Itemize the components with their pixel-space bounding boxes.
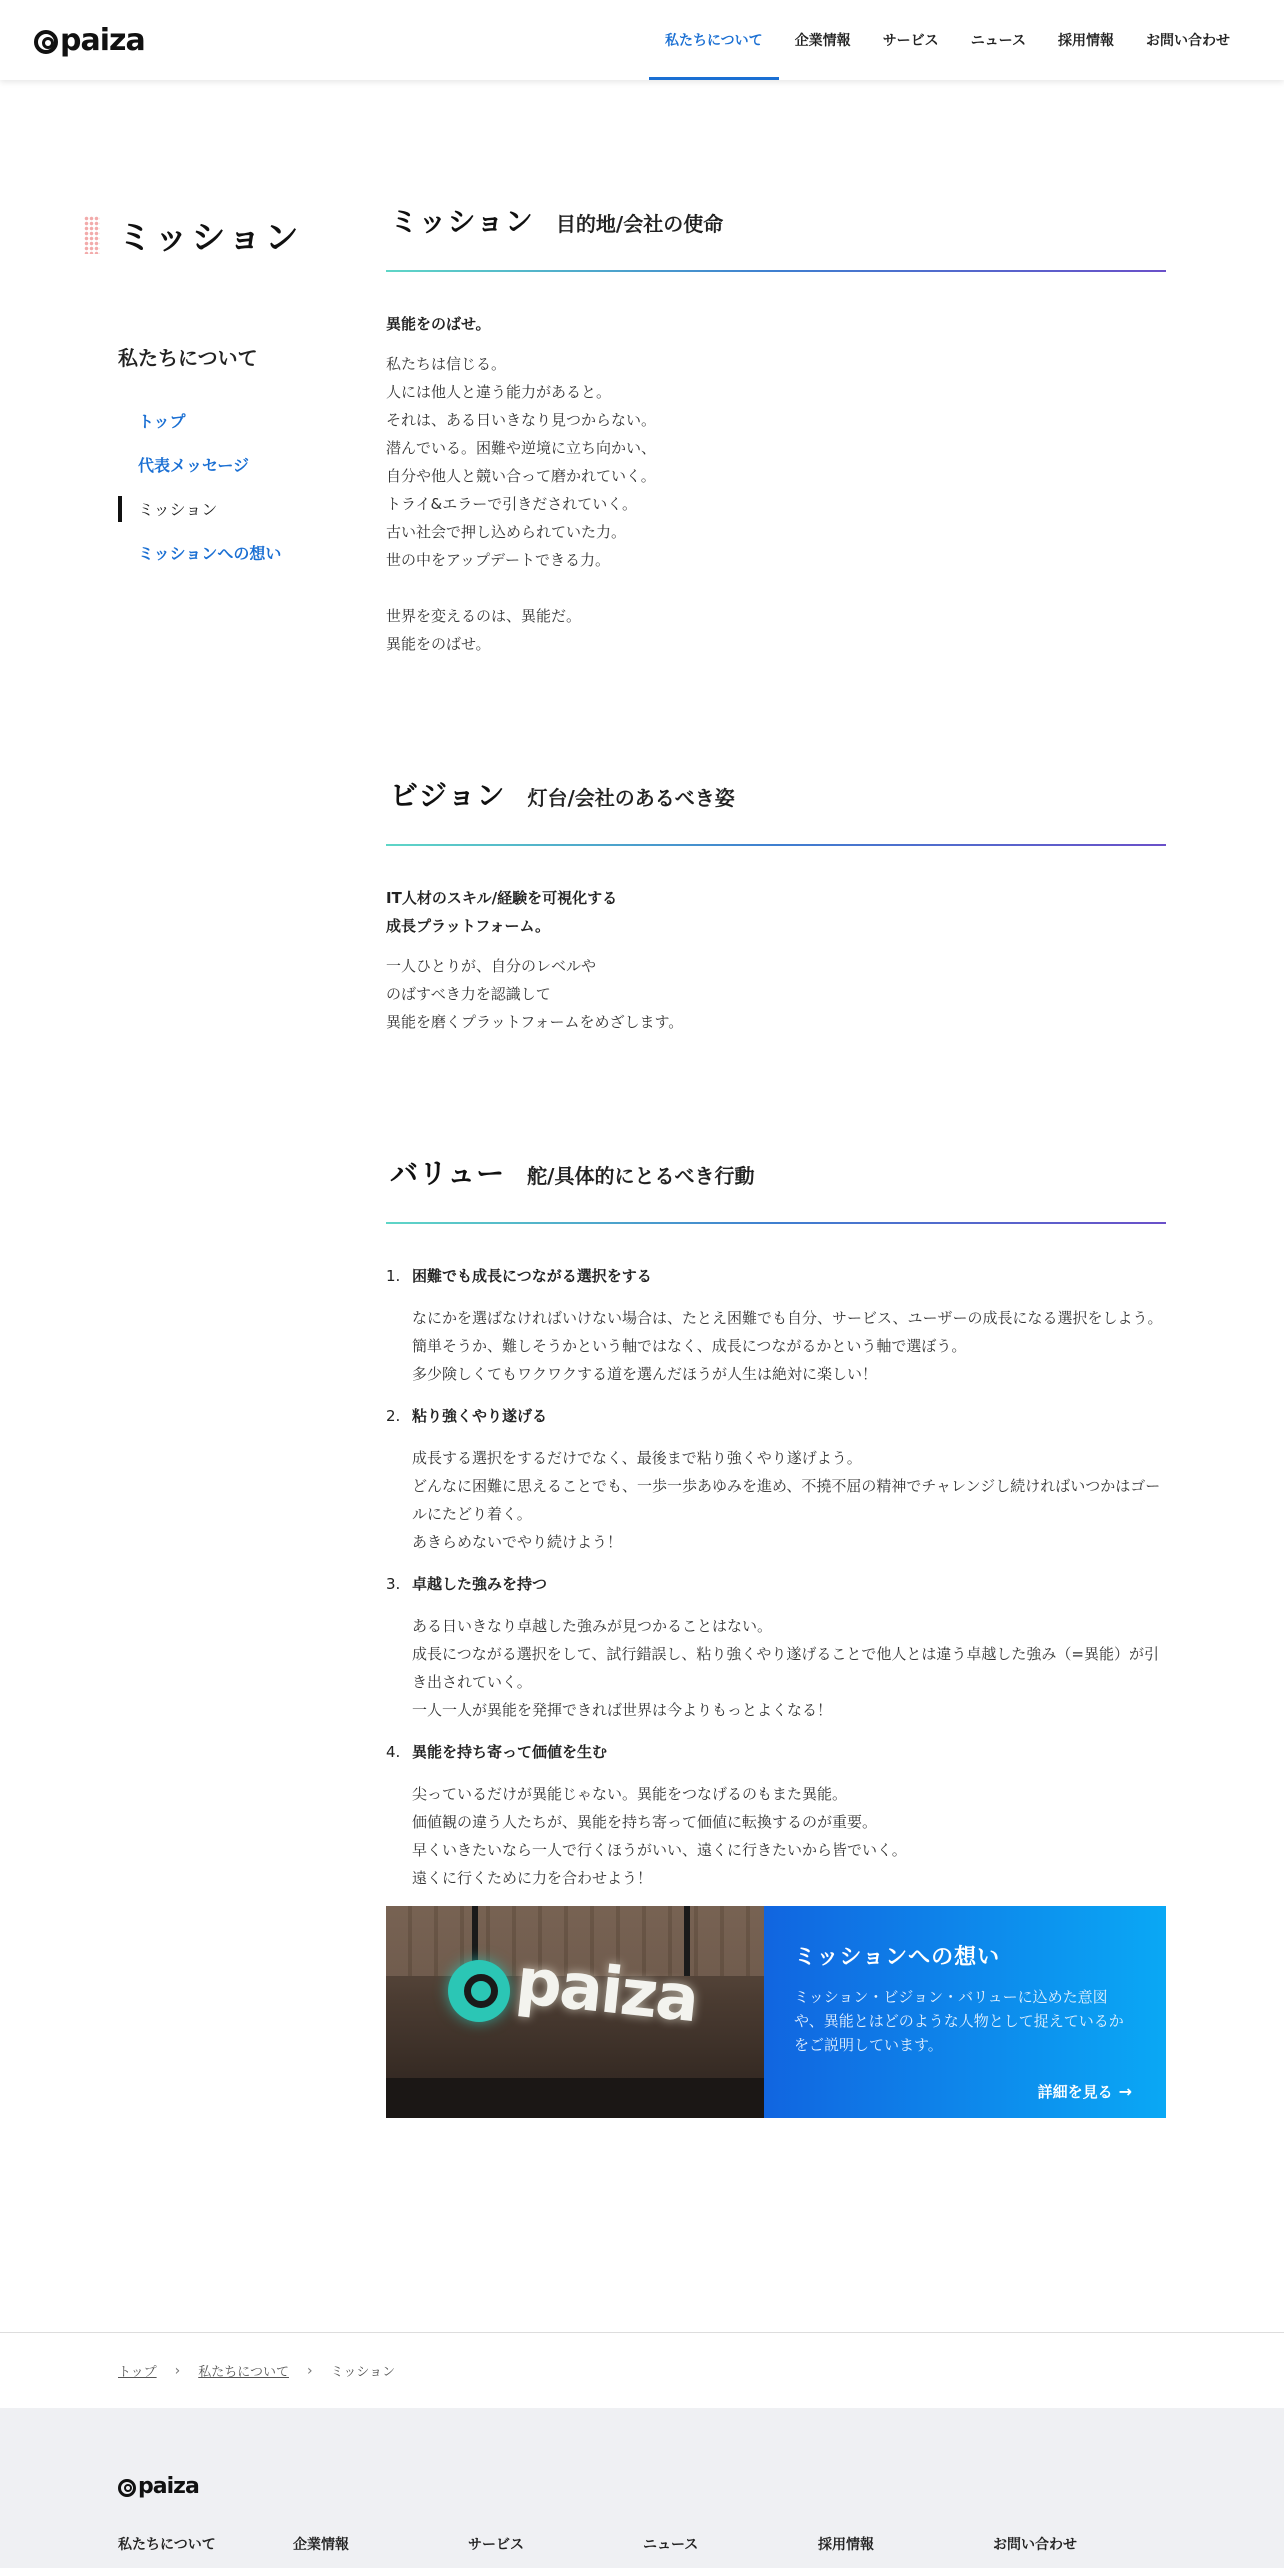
card-link-label: 詳細を見る [1037, 2083, 1113, 2101]
vision-heading [386, 774, 1166, 814]
footer-nav-recruit[interactable]: 採用情報 [818, 2537, 874, 2553]
vision-lead [386, 884, 1166, 940]
breadcrumb-top[interactable]: トップ [118, 2365, 157, 2380]
body-line: 成長する選択をするだけでなく、最後まで粘り強くやり遂げよう。 [412, 1449, 862, 1467]
footer-logo-text: paiza [138, 2474, 199, 2499]
footer-nav-contact[interactable]: お問い合わせ [993, 2537, 1077, 2553]
mission-subtitle: 目的地/会社の使命 [555, 212, 724, 236]
mission-title: ミッション [390, 205, 534, 238]
logo-text: paiza [60, 22, 145, 58]
footer-nav-service[interactable]: サービス [468, 2537, 524, 2553]
value-number: 1. [386, 1267, 401, 1285]
dot-pattern-icon [84, 216, 100, 254]
body-line: 成長につながる選択をして、試行錯誤し、粘り強くやり遂げることで他人とは違う卓越した強み（=異能）が引き出されていく。 [412, 1645, 1159, 1691]
vision-section [386, 774, 1166, 1036]
value-title: バリュー [390, 1157, 506, 1190]
card-title: ミッションへの想い [794, 1945, 1001, 1970]
section-divider [386, 1222, 1166, 1224]
vision-subtitle: 灯台/会社のあるべき姿 [527, 786, 735, 810]
body-line: それは、ある日いきなり見つからない。 [386, 411, 657, 429]
body-line: どんなに困難に思えることでも、一歩一歩あゆみを進め、不撓不屈の精神でチャレンジし続ければいつかはゴールにたどり着く。 [412, 1477, 1161, 1523]
body-line: 人には他人と違う能力があると。 [386, 383, 612, 401]
value-subtitle: 舵/具体的にとるべき行動 [527, 1164, 755, 1188]
body-line: 価値観の違う人たちが、異能を持ち寄って価値に転換するのが重要。 [412, 1813, 878, 1831]
site-footer [0, 2408, 1284, 2568]
paiza-logo-icon [118, 2479, 136, 2497]
body-line: 異能をのばせ。 [386, 635, 491, 653]
value-item [386, 1570, 1166, 1724]
value-item [386, 1262, 1166, 1388]
sidebar-item-top[interactable]: トップ [138, 411, 186, 431]
breadcrumb [118, 2361, 395, 2380]
body-line: 一人一人が異能を発揮できれば世界は今よりもっとよくなる！ [412, 1701, 833, 1719]
breadcrumb-about[interactable]: 私たちについて [198, 2365, 289, 2380]
body-line: 自分や他人と競い合って磨かれていく。 [386, 467, 656, 485]
body-line: トライ&エラーで引きだされていく。 [386, 495, 637, 513]
paiza-logo-icon [34, 30, 58, 54]
value-item-desc [386, 1444, 1166, 1556]
chevron-right-icon: › [306, 2362, 313, 2379]
breadcrumb-bar [0, 2332, 1284, 2408]
footer-nav [118, 2534, 1168, 2554]
sidebar-item-mission[interactable]: ミッション [118, 486, 338, 530]
value-item [386, 1738, 1166, 1892]
mission-lead: 異能をのばせ。 [386, 315, 491, 333]
value-number: 3. [386, 1575, 401, 1593]
gnav-about[interactable]: 私たちについて [649, 0, 779, 80]
vision-body [386, 952, 1166, 1036]
value-item [386, 1402, 1166, 1556]
body-line: 一人ひとりが、自分のレベルや [386, 957, 597, 975]
body-line: 遠くに行くために力を合わせよう！ [412, 1869, 653, 1887]
sidebar-heading: 私たちについて [118, 346, 258, 370]
value-item-desc [386, 1612, 1166, 1724]
lead-line: 成長プラットフォーム。 [386, 917, 550, 935]
arrow-right-icon: → [1118, 2082, 1132, 2101]
value-heading [386, 1152, 1166, 1192]
value-list [386, 1262, 1166, 1892]
body-line: 異能を磨くプラットフォームをめざします。 [386, 1013, 684, 1031]
mission-heading [386, 200, 1166, 240]
value-section [386, 1152, 1166, 2118]
body-line: 私たちは信じる。 [386, 355, 507, 373]
main-content [386, 200, 1166, 2118]
sign-text: paiza [512, 1944, 701, 2038]
page-title-block [84, 210, 302, 259]
body-line: 古い社会で押し込められていた力。 [386, 523, 627, 541]
body-line: 簡単そうか、難しそうかという軸ではなく、成長につながるかという軸で選ぼう。 [412, 1337, 967, 1355]
chevron-right-icon: › [174, 2362, 181, 2379]
value-item-title: 卓越した強みを持つ [412, 1575, 548, 1593]
body-line: 多少険しくてもワクワクする道を選んだほうが人生は絶対に楽しい！ [412, 1365, 878, 1383]
footer-nav-about[interactable]: 私たちについて [118, 2537, 216, 2553]
body-line: ある日いきなり卓越した強みが見つかることはない。 [412, 1617, 773, 1635]
mission-body [386, 350, 1166, 658]
body-line: のばすべき力を認識して [386, 985, 551, 1003]
page-title: ミッション [118, 218, 302, 258]
footer-nav-news[interactable]: ニュース [643, 2537, 699, 2553]
section-divider [386, 844, 1166, 846]
value-item-desc [386, 1304, 1166, 1388]
body-line: 尖っているだけが異能じゃない。異能をつなげるのもまた異能。 [412, 1785, 848, 1803]
body-line: なにかを選ばなければいけない場合は、たとえ困難でも自分、サービス、ユーザーの成長になる選択をしよう。 [412, 1309, 1163, 1327]
vision-title: ビジョン [390, 779, 506, 812]
card-detail-link[interactable] [1038, 2081, 1132, 2102]
paiza-logo-icon [448, 1960, 510, 2022]
card-info [764, 1906, 1166, 2118]
sidebar-nav [118, 398, 338, 574]
breadcrumb-current: ミッション [330, 2365, 396, 2380]
footer-nav-company[interactable]: 企業情報 [293, 2537, 349, 2553]
body-line: あきらめないでやり続けよう！ [412, 1533, 623, 1551]
site-header [0, 0, 1284, 80]
footer-logo[interactable] [118, 2474, 199, 2499]
body-line: 早くいきたいなら一人で行くほうがいい、遠くに行きたいから皆でいく。 [412, 1841, 907, 1859]
sidebar-item-message[interactable]: 代表メッセージ [138, 455, 250, 475]
global-nav [649, 0, 1246, 80]
card-photo [386, 1906, 764, 2118]
lead-line: IT人材のスキル/経験を可視化する [386, 889, 618, 907]
gnav-contact[interactable]: お問い合わせ [1146, 33, 1230, 49]
mission-section [386, 200, 1166, 658]
body-line: 世界を変えるのは、異能だ。 [386, 607, 582, 625]
value-number: 2. [386, 1407, 401, 1425]
sidebar-item-mission-thoughts[interactable]: ミッションへの想い [138, 543, 282, 563]
card-description: ミッション・ビジョン・バリューに込めた意図や、異能とはどのような人物として捉えているかをご説明しています。 [794, 1988, 1124, 2054]
gnav-news[interactable]: ニュース [970, 33, 1026, 49]
gnav-recruit[interactable]: 採用情報 [1058, 33, 1114, 49]
section-divider [386, 270, 1166, 272]
value-item-title: 粘り強くやり遂げる [412, 1407, 548, 1425]
gnav-service[interactable]: サービス [882, 33, 939, 49]
value-item-title: 困難でも成長につながる選択をする [412, 1267, 652, 1285]
value-number: 4. [386, 1743, 401, 1761]
body-line: 潜んでいる。困難や逆境に立ち向かい、 [386, 439, 657, 457]
gnav-company[interactable]: 企業情報 [794, 33, 851, 49]
value-item-title: 異能を持ち寄って価値を生む [412, 1743, 608, 1761]
site-logo[interactable] [34, 20, 145, 60]
value-item-desc [386, 1780, 1166, 1892]
mission-thoughts-card[interactable] [386, 1906, 1166, 2118]
paiza-sign-photo [448, 1944, 701, 2038]
body-line: 世の中をアップデートできる力。 [386, 551, 610, 569]
